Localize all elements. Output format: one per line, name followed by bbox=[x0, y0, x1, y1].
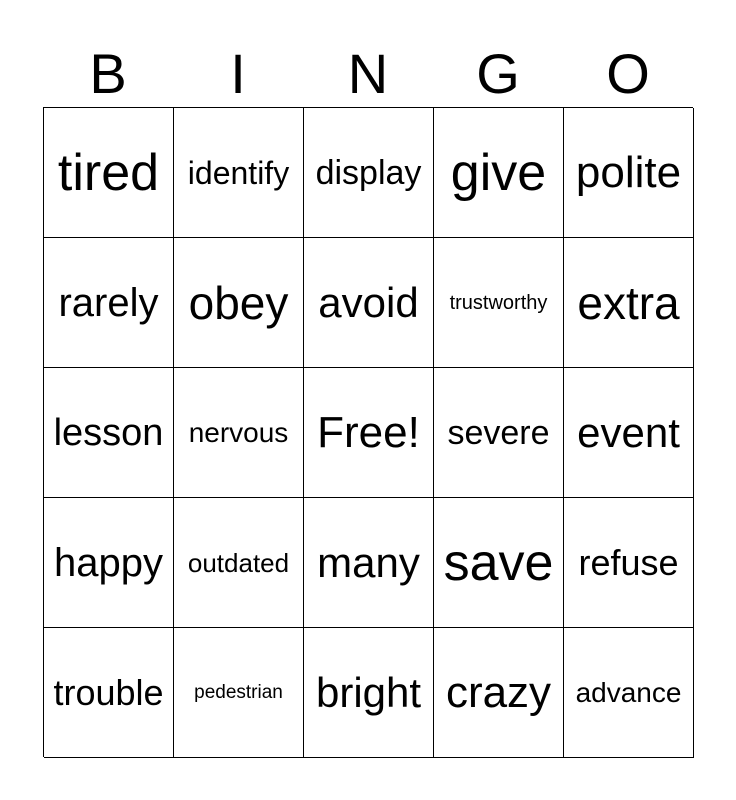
cell-word: identify bbox=[187, 154, 290, 191]
cell-word: pedestrian bbox=[194, 682, 283, 703]
cell-word: refuse bbox=[578, 541, 679, 583]
cell-word: bright bbox=[315, 668, 422, 716]
bingo-cell[interactable] bbox=[434, 238, 564, 368]
cell-word: save bbox=[443, 533, 554, 592]
cell-word: lesson bbox=[53, 411, 164, 454]
cell-word: trouble bbox=[53, 671, 164, 713]
bingo-cell[interactable] bbox=[44, 498, 174, 628]
cell-word: outdated bbox=[187, 547, 290, 578]
bingo-cell[interactable] bbox=[44, 108, 174, 238]
cell-word: advance bbox=[575, 676, 682, 708]
bingo-cell[interactable] bbox=[44, 628, 174, 758]
bingo-cell[interactable] bbox=[564, 108, 694, 238]
bingo-cell[interactable] bbox=[304, 498, 434, 628]
header-letter-g: G bbox=[476, 42, 520, 105]
bingo-cell[interactable] bbox=[44, 238, 174, 368]
cell-word: extra bbox=[577, 276, 680, 329]
bingo-cell[interactable] bbox=[434, 108, 564, 238]
bingo-cell[interactable] bbox=[304, 108, 434, 238]
bingo-cell[interactable] bbox=[44, 368, 174, 498]
bingo-cell[interactable] bbox=[434, 368, 564, 498]
bingo-header bbox=[43, 42, 693, 106]
cell-word: display bbox=[315, 153, 422, 192]
bingo-cell[interactable] bbox=[564, 628, 694, 758]
bingo-cell[interactable] bbox=[434, 498, 564, 628]
bingo-cell[interactable] bbox=[174, 628, 304, 758]
header-letter-b: B bbox=[89, 42, 127, 105]
bingo-cell[interactable] bbox=[304, 628, 434, 758]
bingo-cell[interactable] bbox=[564, 368, 694, 498]
cell-word: happy bbox=[54, 540, 163, 585]
cell-word: rarely bbox=[58, 280, 159, 325]
cell-word: trustworthy bbox=[449, 291, 548, 314]
cell-word: event bbox=[577, 408, 680, 456]
header-letter-n: N bbox=[347, 42, 389, 105]
cell-word: give bbox=[450, 143, 547, 202]
bingo-cell[interactable] bbox=[304, 238, 434, 368]
bingo-cell[interactable] bbox=[564, 498, 694, 628]
header-letter-i: I bbox=[230, 42, 246, 105]
header-letter-o: O bbox=[606, 42, 650, 105]
cell-word: tired bbox=[57, 143, 160, 202]
cell-word: polite bbox=[575, 147, 682, 197]
free-space-label: Free! bbox=[317, 407, 420, 457]
cell-word: crazy bbox=[445, 667, 552, 717]
bingo-board bbox=[43, 107, 693, 757]
bingo-cell[interactable] bbox=[434, 628, 564, 758]
cell-word: avoid bbox=[318, 278, 419, 326]
cell-word: severe bbox=[447, 413, 550, 452]
cell-word: nervous bbox=[188, 416, 289, 448]
cell-word: many bbox=[317, 538, 420, 586]
bingo-cell[interactable] bbox=[174, 498, 304, 628]
bingo-cell[interactable] bbox=[174, 238, 304, 368]
cell-word: obey bbox=[188, 276, 289, 329]
bingo-free-space[interactable] bbox=[304, 368, 434, 498]
bingo-cell[interactable] bbox=[174, 108, 304, 238]
bingo-cell[interactable] bbox=[564, 238, 694, 368]
bingo-cell[interactable] bbox=[174, 368, 304, 498]
